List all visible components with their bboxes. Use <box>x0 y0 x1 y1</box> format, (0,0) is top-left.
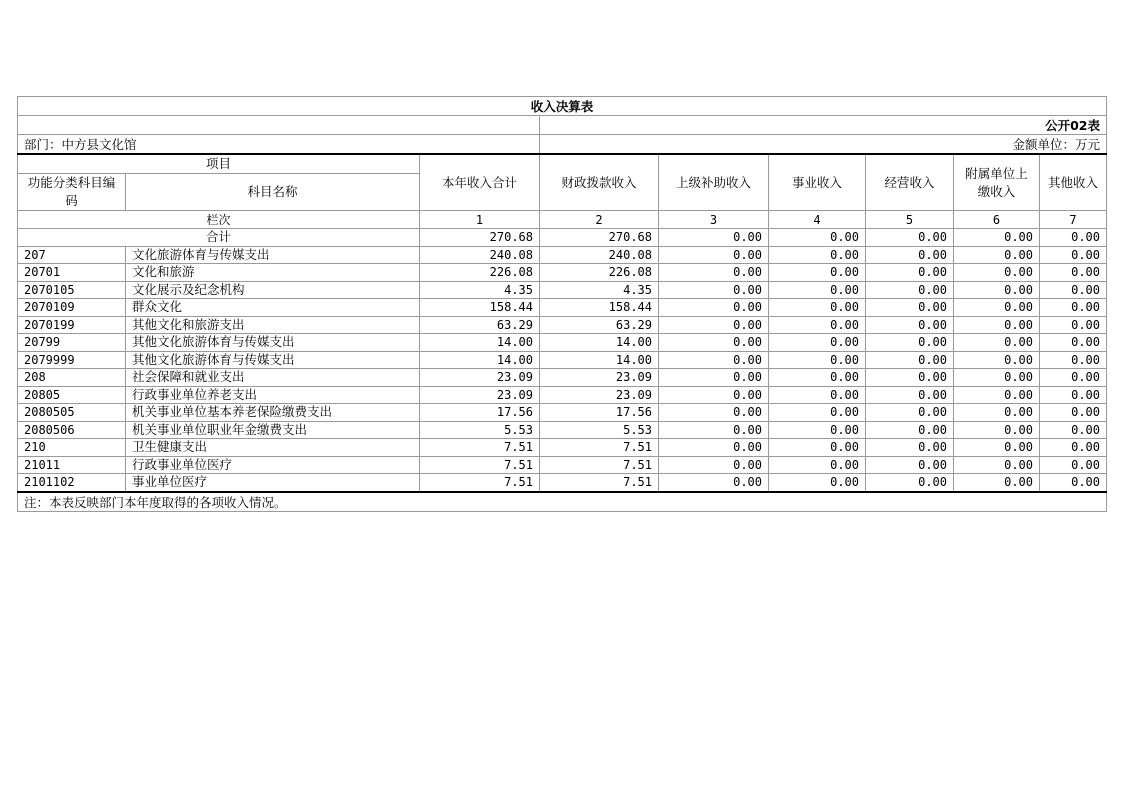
subject-name: 事业单位医疗 <box>126 474 420 492</box>
amount-cell: 0.00 <box>866 456 954 474</box>
amount-cell: 0.00 <box>659 369 769 387</box>
amount-cell: 0.00 <box>769 404 866 422</box>
amount-cell: 14.00 <box>420 351 540 369</box>
table-note: 注：本表反映部门本年度取得的各项收入情况。 <box>18 492 1107 512</box>
amount-cell: 7.51 <box>420 456 540 474</box>
amount-cell: 17.56 <box>540 404 659 422</box>
column-index: 1 <box>420 211 540 229</box>
amount-cell: 0.00 <box>659 456 769 474</box>
column-index: 5 <box>866 211 954 229</box>
amount-cell: 0.00 <box>866 474 954 492</box>
header-item: 项目 <box>18 154 420 174</box>
header-affiliated: 附属单位上缴收入 <box>954 154 1040 211</box>
amount-cell: 0.00 <box>954 439 1040 457</box>
subject-name: 行政事业单位养老支出 <box>126 386 420 404</box>
amount-cell: 0.00 <box>1040 404 1107 422</box>
blank-cell <box>18 116 540 135</box>
subject-name: 卫生健康支出 <box>126 439 420 457</box>
amount-cell: 240.08 <box>420 246 540 264</box>
header-subject-name: 科目名称 <box>126 174 420 211</box>
income-final-accounts-sheet <box>17 96 1106 512</box>
amount-cell: 0.00 <box>1040 474 1107 492</box>
amount-cell: 0.00 <box>769 264 866 282</box>
amount-cell: 23.09 <box>420 386 540 404</box>
amount-cell: 63.29 <box>540 316 659 334</box>
table-row <box>18 386 1107 404</box>
subject-name: 其他文化旅游体育与传媒支出 <box>126 351 420 369</box>
total-value: 270.68 <box>540 229 659 247</box>
amount-cell: 0.00 <box>866 351 954 369</box>
total-value: 0.00 <box>954 229 1040 247</box>
header-total: 本年收入合计 <box>420 154 540 211</box>
amount-cell: 23.09 <box>540 369 659 387</box>
amount-cell: 7.51 <box>540 456 659 474</box>
table-row <box>18 369 1107 387</box>
subject-code: 20701 <box>18 264 126 282</box>
amount-cell: 0.00 <box>954 474 1040 492</box>
amount-cell: 0.00 <box>1040 246 1107 264</box>
column-index: 6 <box>954 211 1040 229</box>
unit-label: 金额单位：万元 <box>540 135 1107 155</box>
subject-name: 群众文化 <box>126 299 420 317</box>
amount-cell: 0.00 <box>659 334 769 352</box>
subject-code: 2080506 <box>18 421 126 439</box>
amount-cell: 0.00 <box>954 281 1040 299</box>
amount-cell: 14.00 <box>540 334 659 352</box>
amount-cell: 0.00 <box>1040 386 1107 404</box>
amount-cell: 23.09 <box>540 386 659 404</box>
total-value: 0.00 <box>769 229 866 247</box>
header-business: 事业收入 <box>769 154 866 211</box>
amount-cell: 0.00 <box>1040 369 1107 387</box>
amount-cell: 0.00 <box>659 316 769 334</box>
header-func-code: 功能分类科目编码 <box>18 174 126 211</box>
income-table <box>17 96 1107 512</box>
table-row <box>18 474 1107 492</box>
amount-cell: 0.00 <box>866 404 954 422</box>
subject-name: 其他文化和旅游支出 <box>126 316 420 334</box>
table-row <box>18 264 1107 282</box>
amount-cell: 0.00 <box>1040 316 1107 334</box>
subject-code: 2080505 <box>18 404 126 422</box>
amount-cell: 23.09 <box>420 369 540 387</box>
amount-cell: 0.00 <box>866 439 954 457</box>
amount-cell: 7.51 <box>420 439 540 457</box>
header-other: 其他收入 <box>1040 154 1107 211</box>
amount-cell: 0.00 <box>1040 456 1107 474</box>
amount-cell: 0.00 <box>769 456 866 474</box>
subject-name: 社会保障和就业支出 <box>126 369 420 387</box>
subject-code: 2070199 <box>18 316 126 334</box>
amount-cell: 5.53 <box>540 421 659 439</box>
amount-cell: 0.00 <box>769 351 866 369</box>
amount-cell: 0.00 <box>1040 281 1107 299</box>
subject-name: 文化和旅游 <box>126 264 420 282</box>
amount-cell: 4.35 <box>420 281 540 299</box>
amount-cell: 0.00 <box>954 369 1040 387</box>
subject-code: 2070109 <box>18 299 126 317</box>
amount-cell: 0.00 <box>1040 439 1107 457</box>
subject-code: 210 <box>18 439 126 457</box>
amount-cell: 14.00 <box>540 351 659 369</box>
table-row <box>18 316 1107 334</box>
amount-cell: 226.08 <box>540 264 659 282</box>
amount-cell: 0.00 <box>1040 351 1107 369</box>
amount-cell: 0.00 <box>769 246 866 264</box>
amount-cell: 0.00 <box>866 281 954 299</box>
header-superior: 上级补助收入 <box>659 154 769 211</box>
amount-cell: 0.00 <box>769 316 866 334</box>
amount-cell: 0.00 <box>659 439 769 457</box>
amount-cell: 0.00 <box>659 351 769 369</box>
table-row <box>18 439 1107 457</box>
amount-cell: 0.00 <box>954 334 1040 352</box>
subject-code: 2070105 <box>18 281 126 299</box>
amount-cell: 158.44 <box>540 299 659 317</box>
amount-cell: 0.00 <box>659 264 769 282</box>
header-fiscal: 财政拨款收入 <box>540 154 659 211</box>
amount-cell: 0.00 <box>954 246 1040 264</box>
amount-cell: 0.00 <box>866 264 954 282</box>
amount-cell: 0.00 <box>659 299 769 317</box>
total-value: 0.00 <box>659 229 769 247</box>
table-row <box>18 404 1107 422</box>
amount-cell: 240.08 <box>540 246 659 264</box>
subject-name: 机关事业单位职业年金缴费支出 <box>126 421 420 439</box>
amount-cell: 4.35 <box>540 281 659 299</box>
column-index: 4 <box>769 211 866 229</box>
table-title: 收入决算表 <box>18 97 1107 116</box>
table-row <box>18 246 1107 264</box>
amount-cell: 7.51 <box>420 474 540 492</box>
subject-code: 2079999 <box>18 351 126 369</box>
amount-cell: 0.00 <box>954 299 1040 317</box>
amount-cell: 63.29 <box>420 316 540 334</box>
column-index: 2 <box>540 211 659 229</box>
amount-cell: 0.00 <box>659 421 769 439</box>
amount-cell: 0.00 <box>659 281 769 299</box>
amount-cell: 0.00 <box>769 369 866 387</box>
amount-cell: 17.56 <box>420 404 540 422</box>
subject-code: 20799 <box>18 334 126 352</box>
total-row <box>18 229 1107 247</box>
subject-code: 21011 <box>18 456 126 474</box>
amount-cell: 0.00 <box>866 369 954 387</box>
amount-cell: 0.00 <box>769 281 866 299</box>
table-row <box>18 421 1107 439</box>
amount-cell: 7.51 <box>540 474 659 492</box>
subject-name: 机关事业单位基本养老保险缴费支出 <box>126 404 420 422</box>
subject-code: 20805 <box>18 386 126 404</box>
amount-cell: 0.00 <box>659 386 769 404</box>
amount-cell: 0.00 <box>769 334 866 352</box>
table-row <box>18 299 1107 317</box>
column-index: 3 <box>659 211 769 229</box>
amount-cell: 158.44 <box>420 299 540 317</box>
subject-code: 2101102 <box>18 474 126 492</box>
table-row <box>18 456 1107 474</box>
amount-cell: 0.00 <box>954 316 1040 334</box>
amount-cell: 0.00 <box>866 246 954 264</box>
amount-cell: 0.00 <box>769 299 866 317</box>
total-value: 270.68 <box>420 229 540 247</box>
amount-cell: 14.00 <box>420 334 540 352</box>
amount-cell: 0.00 <box>659 246 769 264</box>
table-row <box>18 281 1107 299</box>
subject-name: 行政事业单位医疗 <box>126 456 420 474</box>
amount-cell: 0.00 <box>659 404 769 422</box>
amount-cell: 0.00 <box>954 351 1040 369</box>
subject-code: 208 <box>18 369 126 387</box>
subject-name: 文化展示及纪念机构 <box>126 281 420 299</box>
table-row <box>18 334 1107 352</box>
amount-cell: 0.00 <box>769 439 866 457</box>
amount-cell: 0.00 <box>954 264 1040 282</box>
amount-cell: 0.00 <box>1040 334 1107 352</box>
amount-cell: 0.00 <box>954 456 1040 474</box>
amount-cell: 5.53 <box>420 421 540 439</box>
header-operating: 经营收入 <box>866 154 954 211</box>
column-index: 7 <box>1040 211 1107 229</box>
amount-cell: 0.00 <box>769 386 866 404</box>
department-label: 部门：中方县文化馆 <box>18 135 540 155</box>
amount-cell: 0.00 <box>866 421 954 439</box>
subject-code: 207 <box>18 246 126 264</box>
total-label: 合计 <box>18 229 420 247</box>
total-value: 0.00 <box>1040 229 1107 247</box>
amount-cell: 0.00 <box>954 404 1040 422</box>
amount-cell: 0.00 <box>1040 264 1107 282</box>
amount-cell: 0.00 <box>954 421 1040 439</box>
table-row <box>18 351 1107 369</box>
amount-cell: 0.00 <box>954 386 1040 404</box>
amount-cell: 7.51 <box>540 439 659 457</box>
form-code: 公开02表 <box>540 116 1107 135</box>
total-value: 0.00 <box>866 229 954 247</box>
amount-cell: 0.00 <box>659 474 769 492</box>
amount-cell: 0.00 <box>866 334 954 352</box>
subject-name: 其他文化旅游体育与传媒支出 <box>126 334 420 352</box>
subject-name: 文化旅游体育与传媒支出 <box>126 246 420 264</box>
amount-cell: 0.00 <box>1040 299 1107 317</box>
amount-cell: 0.00 <box>769 474 866 492</box>
amount-cell: 0.00 <box>866 299 954 317</box>
column-index-label: 栏次 <box>18 211 420 229</box>
amount-cell: 0.00 <box>1040 421 1107 439</box>
amount-cell: 226.08 <box>420 264 540 282</box>
amount-cell: 0.00 <box>866 316 954 334</box>
amount-cell: 0.00 <box>769 421 866 439</box>
amount-cell: 0.00 <box>866 386 954 404</box>
